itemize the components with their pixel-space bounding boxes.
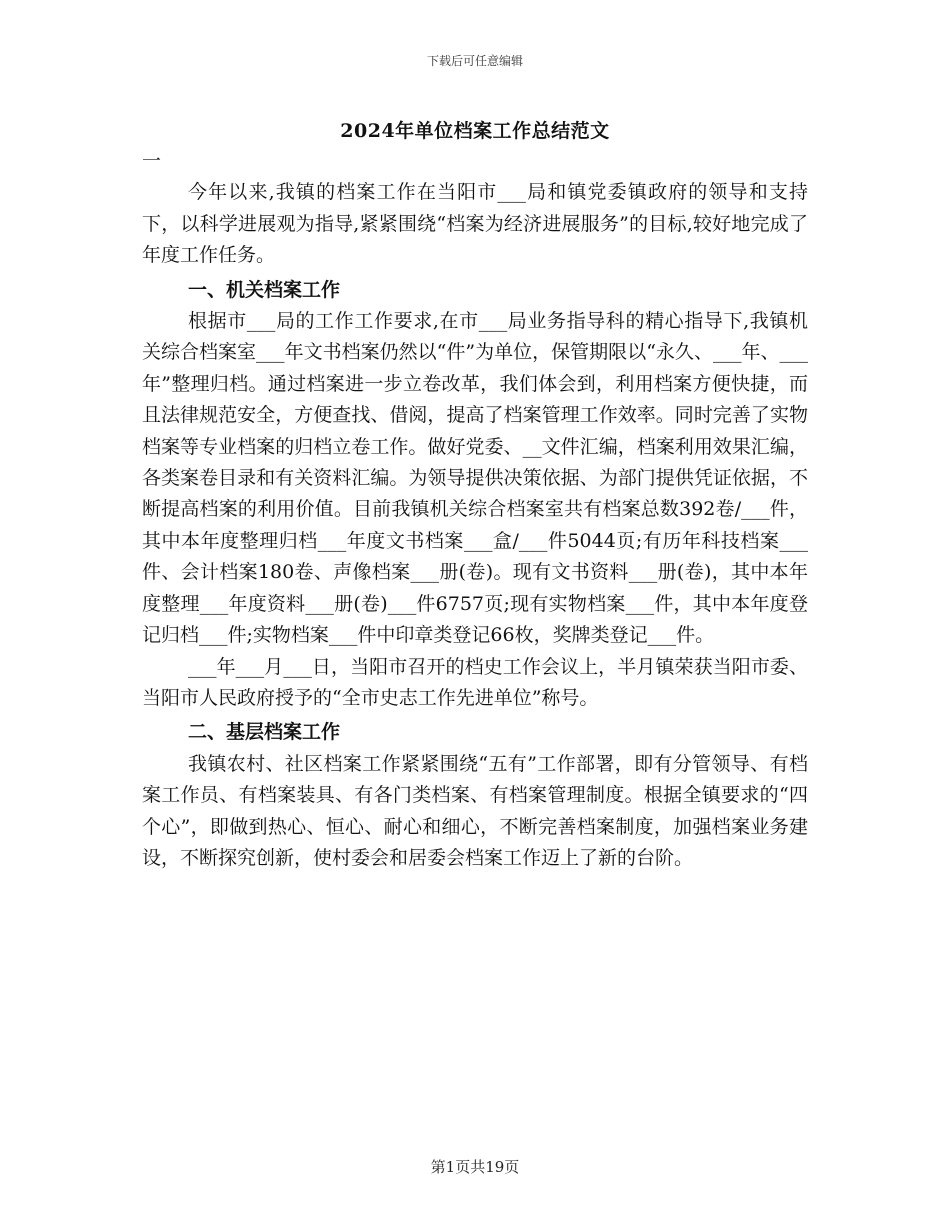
paragraph-award: ___年___月___日，当阳市召开的档史工作会议上，半月镇荣获当阳市委、当阳市人民政府授予的“全市史志工作先进单位”称号。 <box>142 655 808 709</box>
heading-agency-archives: 一、机关档案工作 <box>188 278 341 301</box>
paragraph-agency-archives: 根据市___局的工作工作要求,在市___局业务指导科的精心指导下,我镇机关综合档案室___年文书档案仍然以“件”为单位，保管期限以“永久、___年、___年”整理归档。通过档案进一步立卷改革，我们体会到，利用档案方便快捷，而且法律规范安全，方便查找、借阅，提高了档案管理工作效率。同时完善了实物档案等专业档案的归档立卷工作。做好党委、__文件汇编，档案利用效果汇编，各类案卷目录和有关资料汇编。为领导提供决策依据、为部门提供凭证依据，不断提高档案的利用价值。目前我镇机关综合档案室共有档案总数392卷/___件，其中本年度整理归档___年度文书档案___盒/___件5044页;有历年科技档案___件、会计档案180卷、声像档案___册(卷)。现有文书资料___册(卷)，其中本年度整理___年度资料___册(卷)___件6757页;现有实物档案___件，其中本年度登记归档___件;实物档案___件中印章类登记66枚，奖牌类登记___件。 <box>142 310 808 647</box>
heading-grassroots-archives: 二、基层档案工作 <box>188 721 341 744</box>
page-number: 第1页共19页 <box>430 1158 520 1176</box>
paragraph-intro: 今年以来,我镇的档案工作在当阳市___局和镇党委镇政府的领导和支持下，以科学进展观为指导,紧紧围绕“档案为经济进展服务”的目标,较好地完成了年度工作任务。 <box>142 181 808 267</box>
document-body <box>142 146 808 874</box>
page-header-note: 下载后可任意编辑 <box>426 54 523 68</box>
section-mark: 一 <box>142 150 162 172</box>
paragraph-grassroots-archives: 我镇农村、社区档案工作紧紧围绕“五有”工作部署，即有分管领导、有档案工作员、有档案装具、有各门类档案、有档案管理制度。根据全镇要求的“四个心”，即做到热心、恒心、耐心和细心，不断完善档案制度，加强档案业务建设，不断探究创新，使村委会和居委会档案工作迈上了新的台阶。 <box>142 752 808 869</box>
document-title: 2024年单位档案工作总结范文 <box>340 120 610 142</box>
